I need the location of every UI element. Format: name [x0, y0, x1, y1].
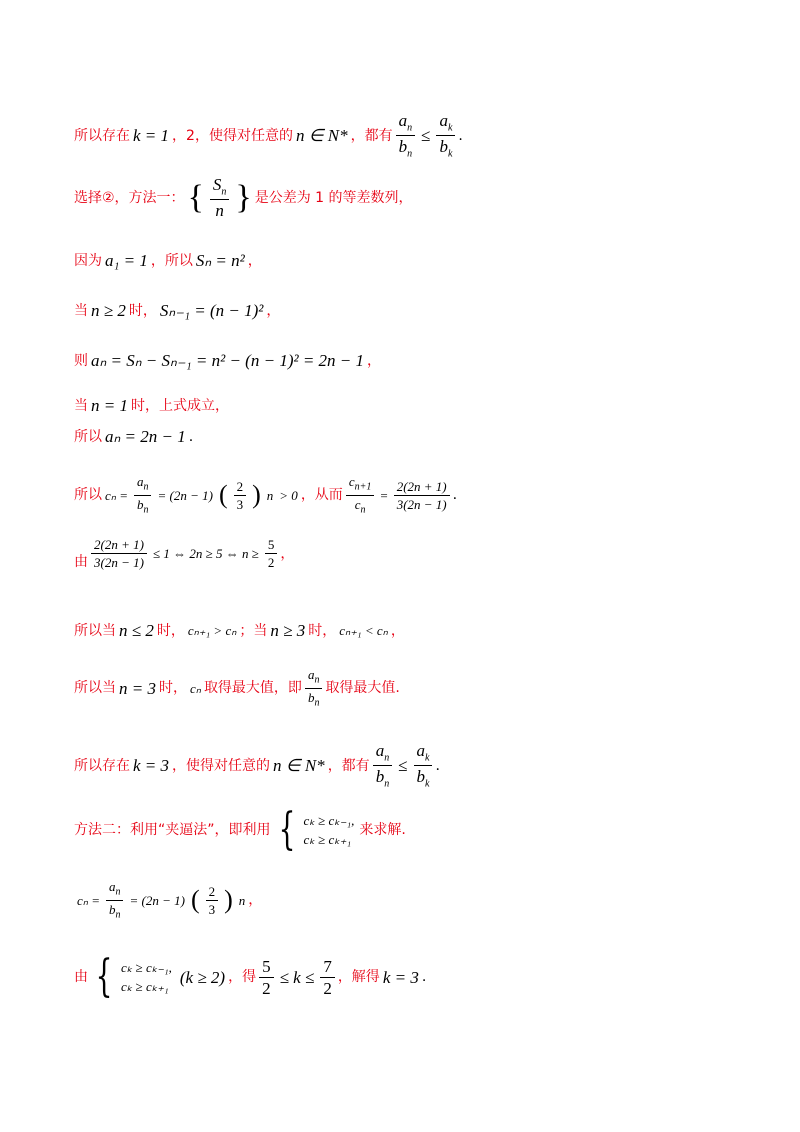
math: > 0 — [279, 487, 298, 503]
math: cₙ — [189, 680, 201, 696]
text: . — [452, 487, 458, 504]
text: 所以当 — [74, 622, 116, 639]
fraction-ratio: $\frac{2(2n + 1)}{3(2n - 1)}$ — [394, 480, 450, 511]
inequality-system: { cₖ ≥ cₖ₋₁, cₖ ≥ cₖ₊₁ — [278, 804, 355, 855]
fraction-an-bn: $\frac{a_n}{b_n}$ — [106, 880, 124, 920]
fraction-2-3: $\frac{2}{3}$ — [234, 480, 247, 511]
text: . — [188, 428, 194, 445]
text: ，从而 — [300, 487, 343, 504]
text: ，得 — [228, 969, 257, 985]
text: ，所以 — [150, 252, 193, 269]
fraction-an-bn: $\frac{a_n}{b_n}$ — [373, 742, 393, 790]
line-8: 所以 cₙ = $\frac{a_n}{b_n}$ = (2n − 1) ( $\frac{2}{3}$ ) n > 0 ，从而 $\frac{c_{n+1}}{c_n}$ = $\frac{2(2n + 1)}{3(2n - 1)}$ . — [74, 474, 458, 516]
text: 选择②，方法一： — [74, 189, 185, 206]
fraction-an-bn: $\frac{a_n}{b_n}$ — [396, 112, 416, 160]
text: 时， — [156, 622, 185, 639]
fraction-2-3: $\frac{2}{3}$ — [206, 885, 219, 916]
text: ，使得对任意的 — [172, 757, 271, 774]
inequality-system: { cₖ ≥ cₖ₋₁, cₖ ≥ cₖ₊₁ — [95, 951, 172, 1002]
fraction-ratio: $\frac{2(2n + 1)}{3(2n - 1)}$ — [91, 538, 147, 569]
line-12: 所以存在 k = 3 ，使得对任意的 n ∈ N* ，都有 $\frac{a_n}{b_n}$ ≤ $\frac{a_k}{b_k}$ . — [74, 741, 440, 790]
line-5 — [74, 352, 381, 369]
fraction-5-2: $\frac{5}{2}$ — [259, 958, 274, 997]
fraction-Sn-n: $\frac{S_n}{n}$ — [210, 176, 230, 219]
line-6 — [74, 397, 229, 414]
math: ≤ k ≤ — [279, 967, 315, 987]
math: n ≥ 3 — [270, 621, 306, 640]
text: ， — [280, 545, 295, 562]
math: a₁ = 1 — [105, 251, 148, 270]
math: k = 3 — [133, 756, 170, 776]
math: k = 1 — [133, 126, 170, 146]
text: 时， — [158, 680, 187, 697]
text: 所以当 — [74, 680, 116, 697]
math: n = 1 — [91, 396, 128, 415]
fraction-cn1-cn: $\frac{c_{n+1}}{c_n}$ — [346, 475, 375, 515]
text: 方法二：利用“夹逼法”，即利用 — [74, 822, 271, 838]
math: cₙ₊₁ > cₙ — [187, 623, 237, 638]
math: n ∈ N* — [273, 756, 325, 776]
text: 当 — [74, 302, 88, 319]
math: aₙ = Sₙ − Sₙ₋₁ = n² − (n − 1)² = 2n − 1 — [91, 351, 365, 370]
math: Sₙ = n² — [195, 251, 245, 270]
text: . — [458, 127, 463, 144]
math: k = 3 — [382, 967, 419, 987]
fraction-an-bn: $\frac{a_n}{b_n}$ — [134, 475, 152, 515]
line-14: cₙ = $\frac{a_n}{b_n}$ = (2n − 1) ( $\frac{2}{3}$ ) n ， — [77, 879, 263, 921]
text: 则 — [74, 352, 88, 369]
math: n ≥ 2 — [91, 301, 126, 320]
fraction-7-2: $\frac{7}{2}$ — [320, 958, 335, 997]
text: ，解得 — [337, 969, 380, 985]
text: 所以存在 — [74, 127, 130, 144]
math: = (2n − 1) — [129, 892, 185, 908]
line-4 — [74, 302, 280, 319]
math: cₙ₊₁ < cₙ — [339, 623, 388, 638]
math: n ∈ N* — [295, 126, 348, 146]
text: 时，上式成立， — [130, 397, 229, 414]
text: . — [435, 757, 440, 774]
line-3 — [74, 252, 262, 269]
math: cₙ = — [77, 892, 100, 908]
text: 时， — [128, 302, 157, 319]
math: cₙ = — [105, 487, 128, 503]
fraction-an-bn: $\frac{a_n}{b_n}$ — [305, 668, 323, 708]
text: ， — [390, 622, 405, 639]
text: ；当 — [239, 622, 268, 639]
text: ， — [266, 302, 281, 319]
text: 取得最大值，即 — [203, 680, 302, 697]
text: . — [421, 969, 427, 985]
text: 所以 — [74, 487, 102, 504]
line-1: 所以存在 k = 1 ，2，使得对任意的 n ∈ N* ，都有 $\frac{a_n}{b_n}$ ≤ $\frac{a_k}{b_k}$ . — [74, 111, 463, 160]
line-9 — [74, 538, 294, 569]
line-10 — [74, 622, 405, 639]
line-2: 选择②，方法一： { $\frac{S_n}{n}$ } 是公差为 1 的等差数列， — [74, 175, 413, 221]
line-11 — [74, 668, 400, 708]
text: ， — [367, 352, 382, 369]
line-15 — [74, 951, 427, 1002]
math: aₙ = 2n − 1 — [105, 427, 186, 446]
text: 所以 — [74, 428, 102, 445]
text: 由 — [74, 969, 88, 985]
text: 因为 — [74, 252, 102, 269]
text: ，2，使得对任意的 — [172, 127, 293, 144]
text: ， — [247, 252, 262, 269]
math: ≤ 1 ⇔ 2n ≥ 5 ⇔ n ≥ — [152, 546, 259, 561]
text: 来求解. — [359, 822, 406, 838]
text: ， — [248, 892, 263, 909]
math: (k ≥ 2) — [179, 967, 226, 987]
fraction-ak-bk: $\frac{a_k}{b_k}$ — [436, 112, 455, 160]
text: 时， — [308, 622, 337, 639]
text: ，都有 — [350, 127, 393, 144]
line-7 — [74, 428, 193, 445]
text: 是公差为 1 的等差数列， — [254, 189, 413, 206]
text: 当 — [74, 397, 88, 414]
math: Sₙ₋₁ = (n − 1)² — [159, 301, 264, 320]
text: 取得最大值. — [325, 680, 400, 697]
text: 所以存在 — [74, 757, 130, 774]
math: n = 3 — [119, 678, 156, 698]
text: 由 — [74, 554, 88, 570]
fraction-5-2: $\frac{5}{2}$ — [265, 538, 278, 569]
fraction-ak-bk: $\frac{a_k}{b_k}$ — [414, 742, 433, 790]
math: = (2n − 1) — [157, 487, 213, 503]
math: n ≤ 2 — [119, 621, 154, 640]
line-13 — [74, 804, 406, 855]
text: ，都有 — [327, 757, 370, 774]
